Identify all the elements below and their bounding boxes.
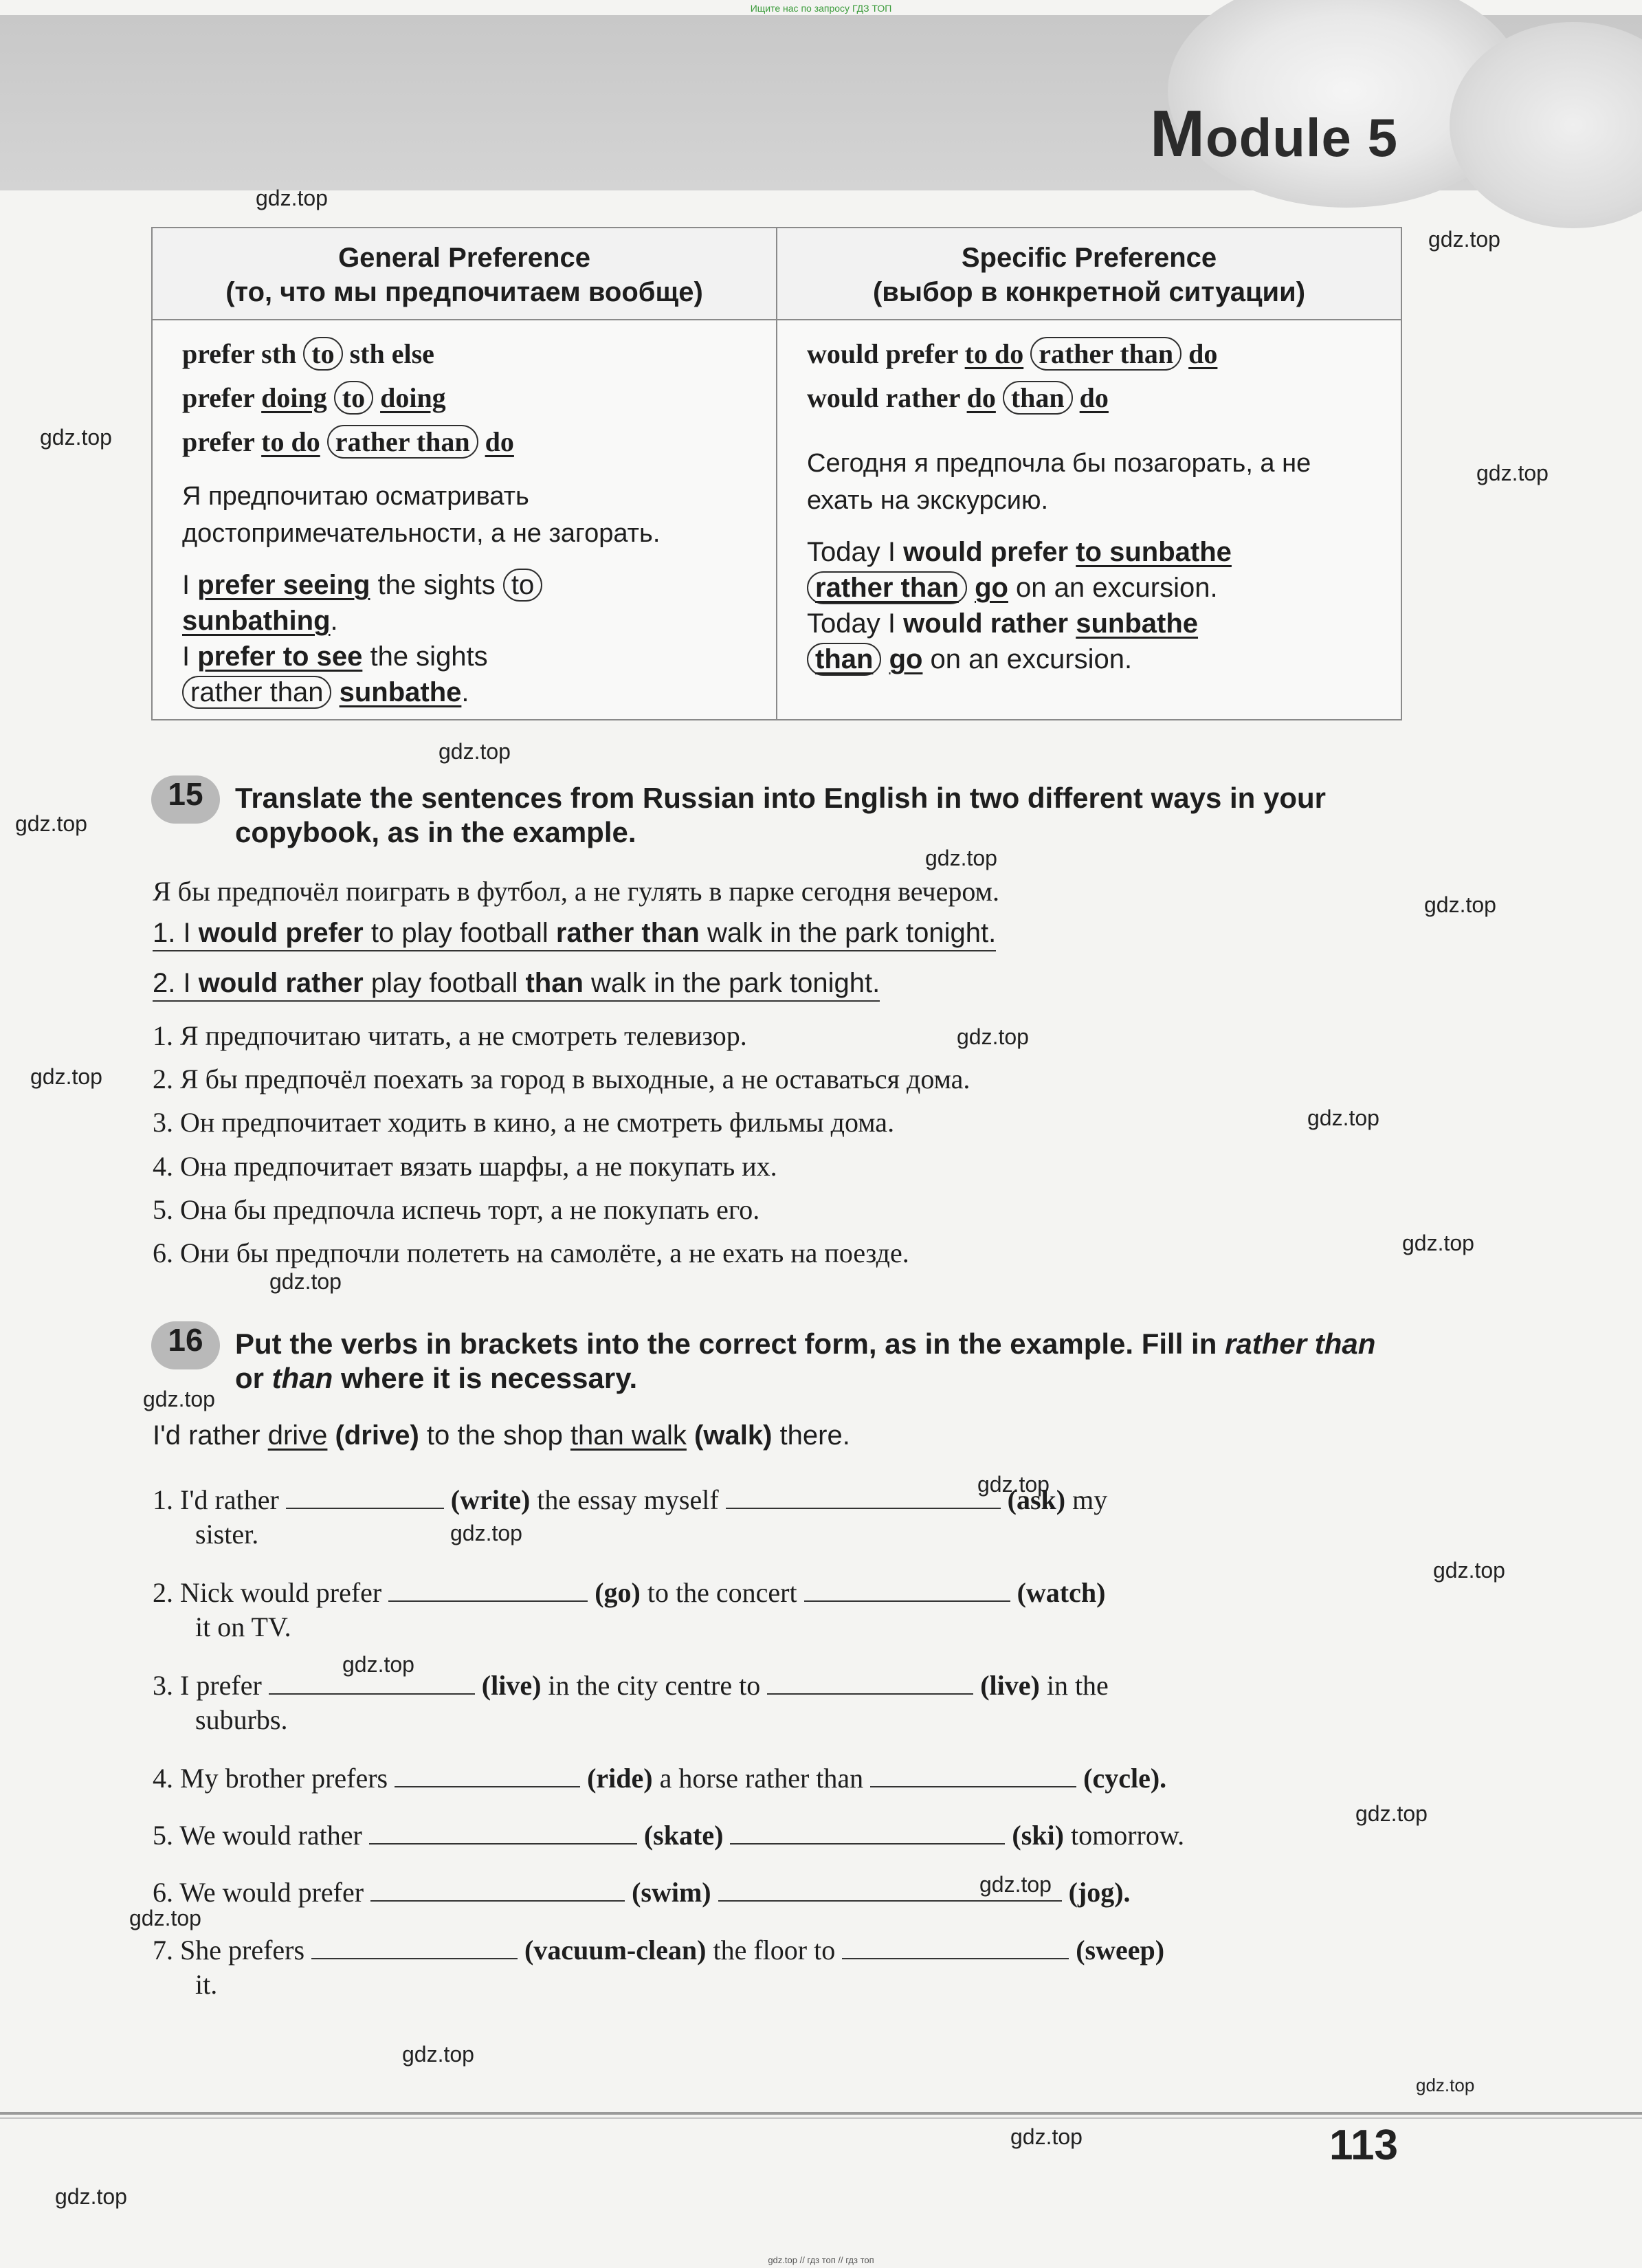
answer-blank[interactable] <box>726 1484 1001 1509</box>
preference-table <box>151 227 1402 720</box>
ex16-item: 3. I prefer (live) in the city centre to (live) in the <box>153 1670 1109 1701</box>
watermark: gdz.top <box>1402 1231 1474 1255</box>
ex15-item: 4. Она предпочитает вязать шарфы, а не покупать их. <box>153 1151 777 1182</box>
formula: prefer sth to sth else <box>182 338 434 369</box>
watermark: gdz.top <box>450 1521 522 1545</box>
ex15-item: 6. Они бы предпочли полететь на самолёте, а не ехать на поезде. <box>153 1237 909 1268</box>
ex15-item: 2. Я бы предпочёл поехать за город в выходные, а не оставаться дома. <box>153 1064 970 1094</box>
specific-preference-header: Specific Preference (выбор в конкретной ситуации) <box>777 228 1401 320</box>
example-answer-1: 1. I would prefer to play football rather than walk in the park tonight. <box>153 916 996 951</box>
ex16-item-cont: it on TV. <box>195 1611 291 1642</box>
ex15-item: 1. Я предпочитаю читать, а не смотреть телевизор. <box>153 1020 747 1051</box>
exercise-number: 16 <box>151 1321 220 1369</box>
watermark: gdz.top <box>1476 461 1549 485</box>
watermark: gdz.top <box>957 1024 1029 1049</box>
watermark: gdz.top <box>1010 2124 1083 2149</box>
watermark: gdz.top <box>30 1064 102 1089</box>
bottom-note: gdz.top // гдз топ // гдз топ <box>768 2255 874 2265</box>
english-example: Today I would prefer to sunbathe rather than go on an excursion. Today I would rather sunbathe than go on an excursion. <box>807 537 1232 674</box>
ex16-item: 6. We would prefer (swim) (jog). <box>153 1877 1131 1908</box>
watermark: gdz.top <box>55 2184 127 2209</box>
ex15-item: 3. Он предпочитает ходить в кино, а не смотреть фильмы дома. <box>153 1107 895 1138</box>
exercise-number: 15 <box>151 775 220 824</box>
ex16-item-cont: it. <box>195 1969 218 2000</box>
ex16-item: 5. We would rather (skate) (ski) tomorrow. <box>153 1820 1185 1851</box>
watermark: gdz.top <box>1416 2075 1475 2095</box>
watermark: gdz.top <box>40 425 112 450</box>
module-title: Module 5 <box>1149 97 1398 170</box>
watermark: gdz.top <box>342 1652 414 1677</box>
watermark: gdz.top <box>1355 1801 1428 1826</box>
answer-blank[interactable] <box>730 1820 1005 1845</box>
watermark: gdz.top <box>925 846 997 870</box>
english-example: I prefer seeing the sights to sunbathing. I prefer to see the sights rather than sunbathe. <box>182 567 762 710</box>
watermark: gdz.top <box>1428 227 1500 252</box>
watermark: gdz.top <box>979 1872 1052 1897</box>
answer-blank[interactable] <box>870 1763 1076 1787</box>
ex16-item-cont: sister. <box>195 1519 259 1550</box>
watermark: gdz.top <box>402 2042 474 2067</box>
ex16-item: 4. My brother prefers (ride) a horse rather than (cycle). <box>153 1763 1167 1794</box>
answer-blank[interactable] <box>804 1577 1010 1602</box>
footer-rule <box>0 2117 1642 2119</box>
watermark: gdz.top <box>439 739 511 764</box>
answer-blank[interactable] <box>388 1577 588 1602</box>
answer-blank[interactable] <box>395 1763 580 1787</box>
page-number: 113 <box>1329 2122 1398 2169</box>
search-hint: Ищите нас по запросу ГДЗ ТОП <box>750 3 892 14</box>
watermark: gdz.top <box>977 1472 1050 1497</box>
formula: prefer doing to doing <box>182 382 446 413</box>
watermark: gdz.top <box>143 1387 215 1411</box>
formula: prefer to do rather than do <box>182 426 514 457</box>
answer-blank[interactable] <box>370 1877 625 1902</box>
watermark: gdz.top <box>1433 1558 1505 1583</box>
example-russian: Я бы предпочёл поиграть в футбол, а не гулять в парке сегодня вечером. <box>153 876 999 907</box>
watermark: gdz.top <box>1424 892 1496 917</box>
exercise-15-instruction: Translate the sentences from Russian into English in two different ways in your copybook, as in the example. <box>235 782 1326 848</box>
russian-example: Сегодня я предпочла бы позагорать, а не ехать на экскурсию. <box>807 449 1311 515</box>
answer-blank[interactable] <box>718 1877 1062 1902</box>
watermark: gdz.top <box>129 1906 201 1930</box>
watermark: gdz.top <box>1307 1105 1379 1130</box>
exercise-15-header <box>151 775 1402 851</box>
watermark: gdz.top <box>269 1269 342 1294</box>
footer-rule <box>0 2112 1642 2115</box>
answer-blank[interactable] <box>767 1670 973 1695</box>
answer-blank[interactable] <box>842 1935 1069 1959</box>
example-answer-2: 2. I would rather play football than walk in the park tonight. <box>153 966 880 1002</box>
formula: would prefer to do rather than do <box>807 338 1218 369</box>
ex16-item-cont: suburbs. <box>195 1704 288 1735</box>
russian-example: Я предпочитаю осматривать достопримечательности, а не загорать. <box>182 482 661 548</box>
watermark: gdz.top <box>256 186 328 210</box>
general-preference-cell <box>152 320 777 720</box>
ex16-item: 1. I'd rather (write) the essay myself (ask) my <box>153 1484 1108 1515</box>
ex16-item: 7. She prefers (vacuum-clean) the floor to (sweep) <box>153 1935 1165 1966</box>
answer-blank[interactable] <box>269 1670 475 1695</box>
exercise-16-header <box>151 1321 1402 1397</box>
ex16-item: 2. Nick would prefer (go) to the concert (watch) <box>153 1577 1106 1608</box>
general-preference-header: General Preference (то, что мы предпочитаем вообще) <box>152 228 777 320</box>
answer-blank[interactable] <box>286 1484 444 1509</box>
specific-preference-cell <box>777 320 1401 720</box>
answer-blank[interactable] <box>311 1935 518 1959</box>
watermark: gdz.top <box>15 811 87 836</box>
answer-blank[interactable] <box>369 1820 637 1845</box>
formula: would rather do than do <box>807 382 1109 413</box>
exercise-16-instruction: Put the verbs in brackets into the correct form, as in the example. Fill in rather than or than where it is necessary. <box>235 1328 1376 1394</box>
example-sentence: I'd rather drive (drive) to the shop than walk (walk) there. <box>153 1420 850 1451</box>
ex15-item: 5. Она бы предпочла испечь торт, а не покупать его. <box>153 1194 760 1225</box>
